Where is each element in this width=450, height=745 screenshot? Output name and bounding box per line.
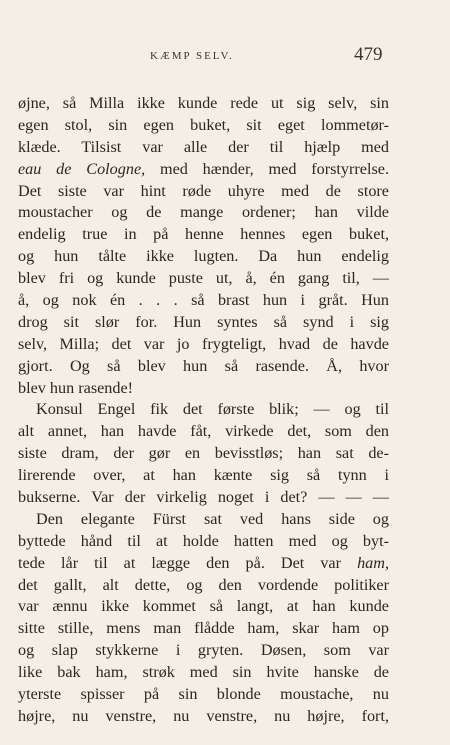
- text-line-19: bukserne. Var der virkelig noget i det? — — —: [18, 488, 389, 507]
- italic-word: ham,: [357, 553, 390, 572]
- text-line-2: egen stol, sin egen buket, sit eget lommetør-: [18, 115, 389, 134]
- text-line-17: siste dram, der gør en bevisstløs; han sat de-: [18, 444, 389, 463]
- running-head: [0, 44, 450, 68]
- text-line-22: tede lår til at lægge den på. Det var ham,: [18, 553, 390, 572]
- text-line-21: byttede hånd til at holde hatten med og byt-: [18, 531, 389, 550]
- text-line-3: klæde. Tilsist var alle der til hjælp med: [18, 137, 389, 156]
- page-number: 479: [354, 44, 383, 65]
- body-text: [18, 93, 389, 728]
- text-line-16: alt annet, han havde fåt, virkede det, som den: [18, 422, 389, 441]
- text-line-15: Konsul Engel fik det første blik; — og til: [36, 400, 389, 419]
- text-line-8: og hun tålte ikke lugten. Da hun endelig: [18, 247, 389, 266]
- text-line-18: lirerende over, at han kænte sig så tynn i: [18, 466, 389, 485]
- text-line-13: gjort. Og så blev hun så rasende. Å, hvor: [18, 356, 389, 375]
- text-line-27: like bak ham, strøk med sin hvite hanske de: [18, 663, 389, 682]
- text-line-11: drog sit slør for. Hun syntes så synd i sig: [18, 312, 389, 331]
- text-line-5: Det siste var hint røde uhyre med de store: [18, 181, 389, 200]
- text-line-10: å, og nok én . . . så brast hun i gråt. Hun: [18, 291, 389, 310]
- running-title: KÆMP SELV.: [150, 50, 234, 62]
- text-line-4: eau de Cologne, med hænder, med forstyrrelse.: [18, 159, 389, 178]
- text-line-26: og slap stykkerne i gryten. Døsen, som var: [18, 641, 389, 660]
- text-line-20: Den elegante Fürst sat ved hans side og: [36, 509, 389, 528]
- text-line-7: endelig true in på henne hennes egen buket,: [18, 225, 389, 244]
- text-line-6: moustacher og de mange ordener; han vilde: [18, 203, 389, 222]
- text-line-28: yterste spisser på sin blonde moustache, nu: [18, 685, 389, 704]
- italic-phrase: eau de Cologne,: [18, 159, 146, 178]
- text-line-1: øjne, så Milla ikke kunde rede ut sig selv, sin: [18, 94, 389, 112]
- text-line-9: blev fri og kunde puste ut, å, én gang til, —: [18, 269, 389, 288]
- text-line-14: blev hun rasende!: [18, 378, 134, 397]
- text-line-29: højre, nu venstre, nu venstre, nu højre, fort,: [18, 706, 389, 725]
- text-line-24: var ænnu ikke kommet så langt, at han kunde: [18, 597, 389, 616]
- text-line-23: det gallt, alt dette, og den vordende politiker: [18, 575, 389, 594]
- text-line-25: sitte stille, mens man flådde ham, skar ham op: [18, 619, 389, 638]
- text-line-12: selv, Milla; det var jo frygteligt, hvad de havde: [18, 334, 389, 353]
